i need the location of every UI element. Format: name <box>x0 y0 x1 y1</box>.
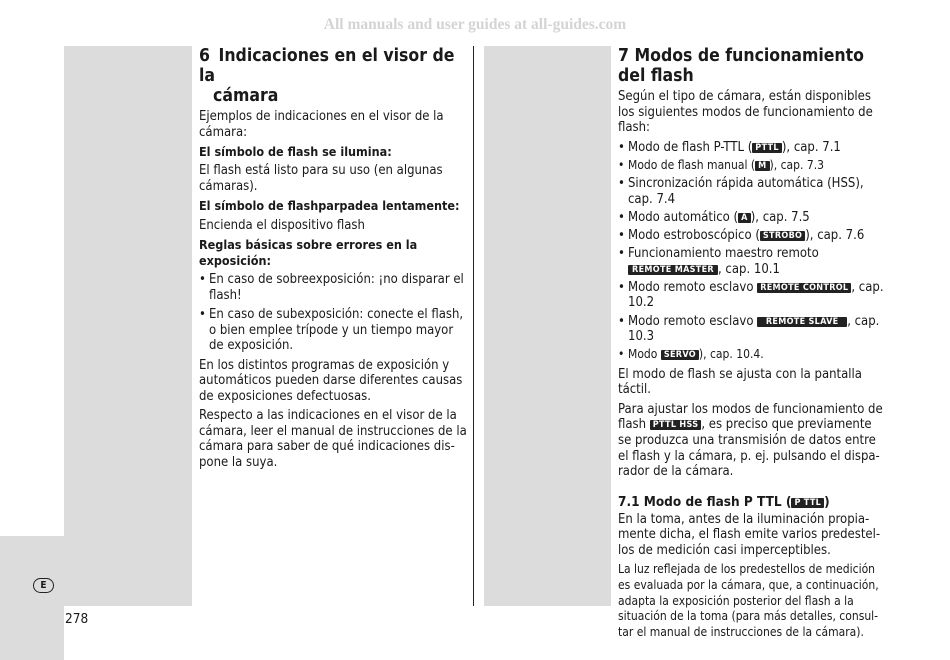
list-item: • En caso de sobreexposición: ¡no disparar el flash! <box>199 272 467 303</box>
strobo-icon: STROBO <box>760 231 805 241</box>
intro-text: Ejemplos de indicaciones en el visor de la cámara: <box>199 109 444 140</box>
list-item: • Modo de flash manual ( M ), cap. 7.3 <box>618 158 886 174</box>
left-margin-band <box>64 46 192 536</box>
list-item: • Funcionamiento maestro remoto REMOTE MASTER , cap. 10.1 <box>618 246 886 277</box>
list-item: • Sincronización rápida automática (HSS), cap. 7.4 <box>618 176 886 207</box>
middle-margin-band <box>484 46 611 606</box>
section-6-title: 6 Indicaciones en el visor de la cámara <box>199 46 455 106</box>
list-item: • Modo remoto esclavo REMOTE SLAVE , cap. 10.3 <box>618 314 886 345</box>
modes-intro-text: Según el tipo de cámara, están disponibles los siguientes modos de funcionamiento de flash: <box>618 89 873 136</box>
watermark: All manuals and user guides at all-guides.com <box>323 16 627 33</box>
remote-slave-icon: REMOTE SLAVE <box>757 317 847 327</box>
language-badge: E <box>33 578 54 593</box>
auto-mode-icon: A <box>738 213 751 223</box>
left-margin-strip <box>0 606 64 660</box>
list-item: • En caso de subexposición: conecte el flash, o bien emplee trípode y un tiempo mayor de exposición. <box>199 307 467 354</box>
flash-blinks-text: Encienda el dispositivo flash <box>199 217 365 233</box>
manual-mode-icon: M <box>755 161 769 171</box>
subheading-flash-lit: El símbolo de flash se ilumina: <box>199 143 392 159</box>
right-column <box>618 46 886 644</box>
remote-control-icon: REMOTE CONTROL <box>757 283 851 293</box>
list-item: • Modo estroboscópico ( STROBO ), cap. 7.6 <box>618 228 886 244</box>
adjust-modes-text: Para ajustar los modos de funcionamiento de flash PTTL HSS , es preciso que previamente se produzca una transmisión de datos entre el flash y la cámara, p. ej. pulsando el dispa-rador de la cámara. <box>618 401 883 480</box>
pttl-hss-icon: PTTL HSS <box>650 420 702 430</box>
pttl-icon: PTTL <box>752 143 782 153</box>
predestellos-text: En la toma, antes de la iluminación propia-mente dicha, el flash emite varios predestel-los de medición casi imperceptibles. <box>618 511 881 558</box>
p-ttl-icon: P TTL <box>791 498 824 508</box>
viewfinder-manual-text: Respecto a las indicaciones en el visor de la cámara, leer el manual de instrucciones de la cámara para saber de qué indicaciones dis-pone la suya. <box>199 408 467 471</box>
subheading-flash-blinks: El símbolo de flashparpadea lentamente: <box>199 198 460 214</box>
reflected-light-text: La luz reflejada de los predestellos de medición es evaluada por la cámara, que, a continuación, adapta la exposición posterior del flash a la situación de la toma (para más detalles, consul-tar el manual de instrucciones de la cámara). <box>618 562 879 639</box>
subheading-exposure-rules: Reglas básicas sobre errores en la exposición: <box>199 237 418 268</box>
left-margin-band-bottom <box>0 536 192 606</box>
remote-master-icon: REMOTE MASTER <box>628 265 718 275</box>
list-item: • Modo automático ( A ), cap. 7.5 <box>618 210 886 226</box>
list-item: • Modo de flash P-TTL ( PTTL ), cap. 7.1 <box>618 140 886 156</box>
list-item: • Modo SERVO ), cap. 10.4. <box>618 347 886 363</box>
section-7-1-title: 7.1 Modo de flash P TTL ( P TTL ) <box>618 493 830 510</box>
exposure-programs-text: En los distintos programas de exposición y automáticos pueden darse diferentes causas de exposiciones defectuosas. <box>199 357 463 404</box>
touch-screen-text: El modo de flash se ajusta con la pantalla táctil. <box>618 366 862 398</box>
column-divider <box>473 46 474 606</box>
list-item: • Modo remoto esclavo REMOTE CONTROL , cap. 10.2 <box>618 280 886 311</box>
servo-icon: SERVO <box>661 350 699 360</box>
exposure-rules-list <box>199 272 467 354</box>
page-number: 278 <box>65 611 89 627</box>
flash-modes-list <box>618 140 886 363</box>
flash-lit-text: El flash está listo para su uso (en algunas cámaras). <box>199 163 443 194</box>
left-column <box>199 46 467 474</box>
section-7-title: 7 Modos de funcionamiento del flash <box>618 46 864 86</box>
